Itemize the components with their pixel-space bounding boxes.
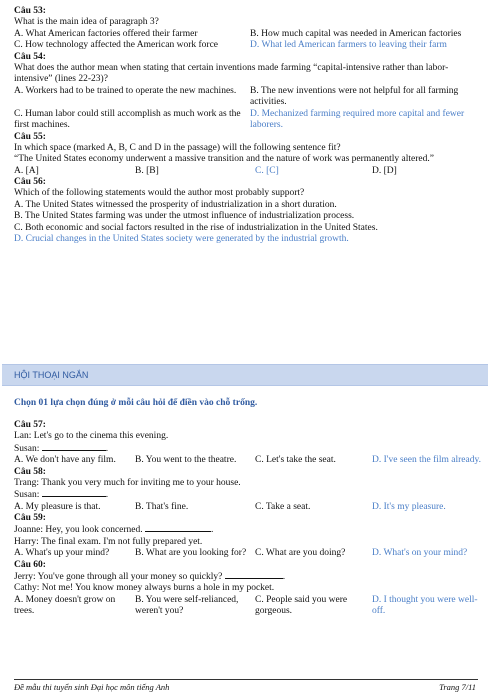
option-d-answer[interactable]: D. I thought you were well-off. [372, 594, 478, 616]
option-b[interactable]: B. You were self-relianced, weren't you? [135, 594, 239, 616]
option-d-answer[interactable]: D. I've seen the film already. [372, 455, 481, 465]
option-d-answer[interactable]: D. It's my pleasure. [372, 501, 446, 512]
option-b[interactable]: B. That's fine. [135, 501, 189, 512]
speaker-text: Jerry: You've gone through all your money so quickly? [14, 571, 225, 582]
question-54-label: Câu 54: [14, 51, 46, 62]
question-56-label: Câu 56: [14, 177, 46, 187]
question-59-line2: Harry: The final exam. I'm not fully prepared yet. [14, 536, 203, 547]
option-c[interactable]: C. How technology affected the American work force [14, 40, 218, 50]
option-b[interactable]: B. [B] [135, 165, 159, 176]
option-d[interactable]: D. [D] [372, 165, 397, 176]
option-b[interactable]: B. The new inventions were not helpful for all farming activities. [250, 85, 459, 107]
speaker-text: Susan: [14, 443, 42, 454]
option-a[interactable]: A. Workers had to be trained to operate the new machines. [14, 85, 237, 96]
option-d-answer[interactable]: D. Crucial changes in the United States society were generated by the industrial growth. [14, 234, 349, 244]
question-56-stem: Which of the following statements would the author most probably support? [14, 188, 305, 198]
question-57-line1: Lan: Let's go to the cinema this evening. [14, 431, 169, 441]
section-instruction: Chọn 01 lựa chọn đúng ở mỗi câu hỏi để điền vào chỗ trống. [14, 398, 258, 408]
reading-questions [0, 6, 490, 246]
question-54-stem: What does the author mean when stating that certain inventions made farming “capital-intensive rather than labor-intensive” (lines 22-23)? [14, 62, 449, 84]
option-d-answer[interactable]: D. What led American farmers to leaving their farm [250, 40, 447, 50]
question-53-label: Câu 53: [14, 6, 46, 16]
question-53-options [14, 29, 490, 52]
footer-title: Đề mẫu thi tuyển sinh Đại học môn tiếng Anh [14, 682, 170, 692]
option-c[interactable]: C. Both economic and social factors resulted in the rise of industrialization in the United States. [14, 222, 378, 233]
question-59-label: Câu 59: [14, 513, 46, 523]
page-number: Trang 7/11 [439, 682, 476, 692]
question-57-line2: Susan: . [14, 443, 109, 454]
section-banner [2, 364, 488, 386]
option-c[interactable]: C. What are you doing? [255, 548, 346, 558]
question-58-line1: Trang: Thank you very much for inviting me to your house. [14, 477, 241, 488]
footer-divider [14, 679, 478, 680]
question-55-label: Câu 55: [14, 131, 46, 142]
question-58-options [14, 502, 490, 514]
option-c-answer[interactable]: C. [C] [255, 165, 279, 176]
question-60-label: Câu 60: [14, 559, 46, 570]
question-53-stem: What is the main idea of paragraph 3? [14, 17, 159, 27]
option-c[interactable]: C. Let's take the seat. [255, 455, 336, 465]
option-a[interactable]: A. What's up your mind? [14, 548, 110, 558]
option-a[interactable]: A. My pleasure is that. [14, 501, 101, 512]
answer-blank [225, 571, 283, 579]
question-59-line1: Joanne: Hey, you look concerned. . [14, 525, 214, 535]
question-57-label: Câu 57: [14, 420, 46, 430]
question-60-options [14, 595, 490, 618]
question-55-stem: In which space (marked A, B, C and D in the passage) will the following sentence fit? [14, 142, 341, 153]
speaker-text: Joanne: Hey, you look concerned. [14, 525, 146, 535]
question-59-options [14, 548, 490, 560]
option-b[interactable]: B. The United States farming was under the utmost influence of industrialization process. [14, 211, 355, 221]
answer-blank [42, 489, 106, 497]
option-b[interactable]: B. What are you looking for? [135, 548, 247, 558]
question-57-options [14, 455, 490, 467]
question-58-line2: Susan: . [14, 490, 109, 500]
option-a[interactable]: A. Money doesn't grow on trees. [14, 594, 116, 616]
option-a[interactable]: A. The United States witnessed the prosperity of industrialization in a short duration. [14, 199, 337, 210]
speaker-text: Susan: [14, 490, 42, 500]
option-c[interactable]: C. Take a seat. [255, 501, 311, 512]
dialogue-questions [0, 420, 490, 618]
question-60-line2: Cathy: Not me! You know money always burns a hole in my pocket. [14, 583, 275, 593]
option-b[interactable]: B. How much capital was needed in American factories [250, 28, 462, 39]
answer-blank [42, 443, 106, 451]
option-a[interactable]: A. What American factories offered their farmer [14, 28, 198, 39]
option-a[interactable]: A. [A] [14, 165, 39, 176]
question-55-options [14, 166, 490, 178]
question-55-sentence: “The United States economy underwent a massive transition and the nature of work was permanently altered.” [14, 154, 434, 164]
option-d-answer[interactable]: D. Mechanized farming required more capital and fewer laborers. [250, 108, 465, 130]
option-b[interactable]: B. You went to the theatre. [135, 455, 237, 465]
option-c[interactable]: C. People said you were gorgeous. [255, 594, 348, 616]
section-title: HỘI THOẠI NGẮN [14, 370, 89, 380]
question-60-line1: Jerry: You've gone through all your money so quickly? . [14, 571, 286, 582]
option-d-answer[interactable]: D. What's on your mind? [372, 548, 468, 558]
question-54-options [14, 86, 490, 132]
option-c[interactable]: C. Human labor could still accomplish as much work as the first machines. [14, 108, 241, 130]
answer-blank [145, 524, 211, 532]
question-58-label: Câu 58: [14, 466, 46, 477]
option-a[interactable]: A. We don't have any film. [14, 455, 116, 465]
